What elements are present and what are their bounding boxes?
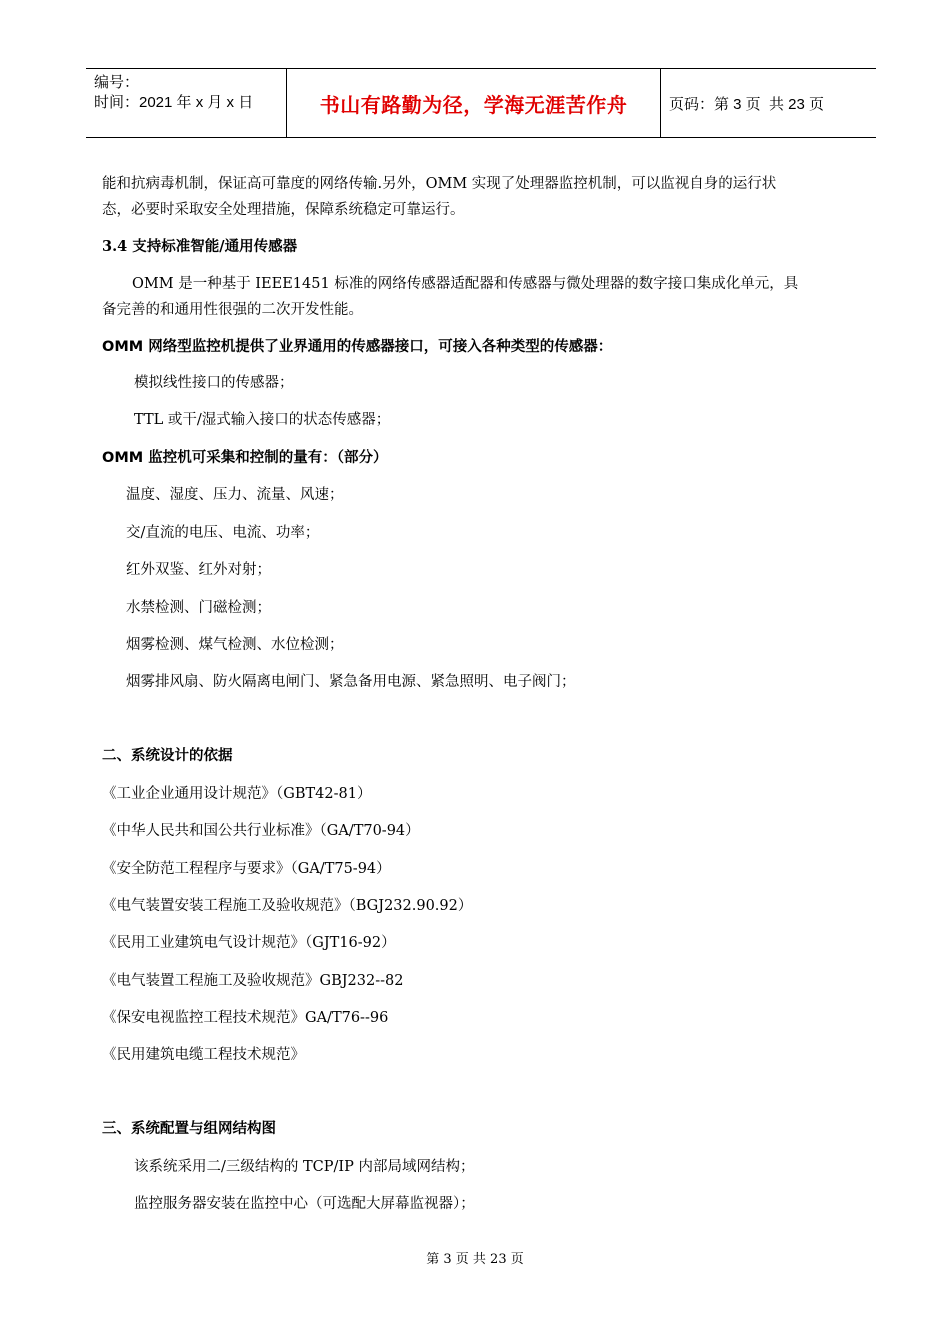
config-item: 监控服务器安装在监控中心（可选配大屏幕监视器）； bbox=[134, 1196, 475, 1212]
standard-item: 《民用工业建筑电气设计规范》（GJT16-92） bbox=[102, 935, 396, 951]
list-item: 红外双鉴、红外对射； bbox=[126, 562, 271, 578]
page-header bbox=[86, 68, 876, 138]
standard-item: 《保安电视监控工程技术规范》GA/T76--96 bbox=[102, 1010, 389, 1026]
standard-item: 《中华人民共和国公共行业标准》（GA/T70-94） bbox=[102, 823, 420, 839]
standard-item: 《民用建筑电缆工程技术规范》 bbox=[102, 1047, 305, 1063]
header-motto: 书山有路勤为径，学海无涯苦作舟 bbox=[287, 69, 661, 137]
paragraph-line: 备完善的和通用性很强的二次开发性能。 bbox=[102, 302, 363, 318]
interface-heading: OMM 网络型监控机提供了业界通用的传感器接口，可接入各种类型的传感器： bbox=[102, 339, 613, 355]
standard-item: 《工业企业通用设计规范》（GBT42-81） bbox=[102, 786, 372, 802]
list-item: 温度、湿度、压力、流量、风速； bbox=[126, 487, 344, 503]
paragraph-line: 能和抗病毒机制，保证高可靠度的网络传输.另外，OMM 实现了处理器监控机制，可以监视自身的运行状 bbox=[102, 176, 777, 192]
document-number-label: 编号： bbox=[94, 74, 140, 91]
list-item: 模拟线性接口的传感器； bbox=[134, 375, 294, 391]
header-left-cell bbox=[86, 69, 287, 137]
header-page-info-cell bbox=[661, 69, 876, 137]
list-item: TTL 或干/湿式输入接口的状态传感器； bbox=[134, 412, 391, 428]
config-item: 该系统采用二/三级结构的 TCP/IP 内部局域网结构； bbox=[134, 1159, 475, 1175]
paragraph-line: 态，必要时采取安全处理措施，保障系统稳定可靠运行。 bbox=[102, 202, 465, 218]
list-item: 烟雾检测、煤气检测、水位检测； bbox=[126, 637, 344, 653]
section-heading-3: 三、系统配置与组网结构图 bbox=[102, 1121, 276, 1137]
section-heading-3-4: 3.4 支持标准智能/通用传感器 bbox=[102, 238, 298, 255]
standard-item: 《电气装置工程施工及验收规范》GBJ232--82 bbox=[102, 973, 404, 989]
standard-item: 《安全防范工程程序与要求》（GA/T75-94） bbox=[102, 861, 391, 877]
page-footer: 第 3 页 共 23 页 bbox=[426, 1252, 524, 1267]
list-item: 交/直流的电压、电流、功率； bbox=[126, 525, 320, 541]
header-page-info: 页码：第 3 页 共 23 页 bbox=[669, 95, 825, 113]
document-time-label: 时间：2021 年 x 月 x 日 bbox=[94, 94, 254, 111]
list-item: 水禁检测、门磁检测； bbox=[126, 600, 271, 616]
section-heading-2: 二、系统设计的依据 bbox=[102, 748, 233, 764]
list-item: 烟雾排风扇、防火隔离电闸门、紧急备用电源、紧急照明、电子阀门； bbox=[126, 674, 576, 690]
standard-item: 《电气装置安装工程施工及验收规范》（BGJ232.90.92） bbox=[102, 898, 473, 914]
measure-heading: OMM 监控机可采集和控制的量有：（部分） bbox=[102, 450, 388, 466]
paragraph-line: OMM 是一种基于 IEEE1451 标准的网络传感器适配器和传感器与微处理器的数字接口集成化单元，具 bbox=[132, 276, 799, 292]
